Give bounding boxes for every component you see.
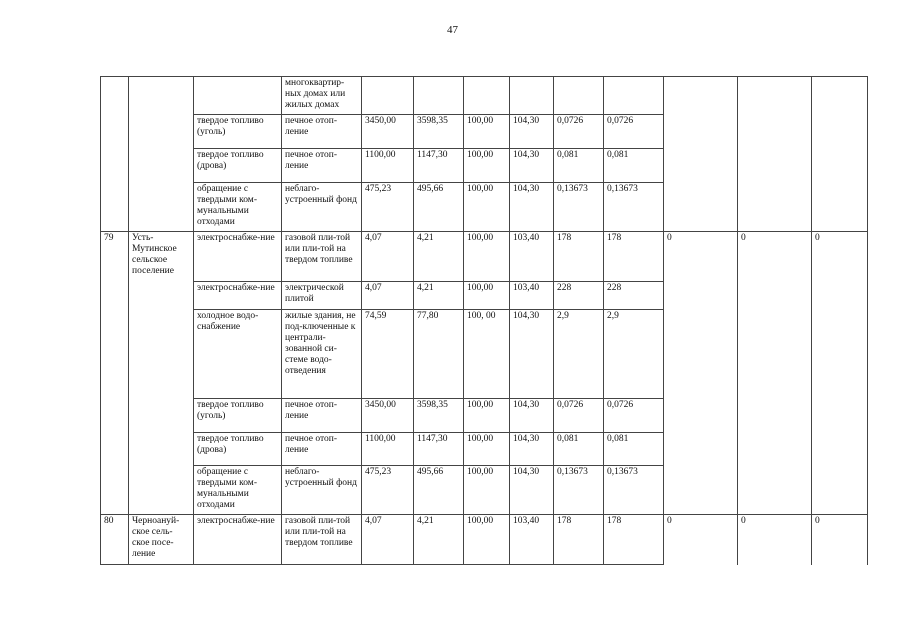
object-cell: жилые здания, не под-ключенные к централи-зованной си-стеме водо-отведения — [282, 310, 362, 399]
value-cell: 3450,00 — [362, 399, 414, 433]
value-cell: 100,00 — [464, 183, 510, 232]
object-cell: неблаго-устроенный фонд — [282, 466, 362, 515]
settlement-cell-continued — [129, 77, 194, 232]
value-cell: 1100,00 — [362, 433, 414, 466]
object-cell: электрической плитой — [282, 282, 362, 310]
value-cell: 2,9 — [554, 310, 604, 399]
value-cell: 1100,00 — [362, 149, 414, 183]
value-cell: 104,30 — [510, 399, 554, 433]
settlement-name: Черноануй-ское сель-ское посе-ление — [129, 515, 194, 565]
object-cell: печное отоп-ление — [282, 433, 362, 466]
value-cell: 1147,30 — [414, 149, 464, 183]
value-cell: 4,07 — [362, 515, 414, 565]
value-cell: 495,66 — [414, 183, 464, 232]
value-cell: 100,00 — [464, 433, 510, 466]
extra-cell — [664, 77, 738, 232]
value-cell: 2,9 — [604, 310, 664, 399]
table-row — [101, 515, 868, 565]
value-cell: 0,13673 — [554, 183, 604, 232]
value-cell: 0,081 — [604, 433, 664, 466]
value-cell: 1147,30 — [414, 433, 464, 466]
extra-value-cell: 0 — [664, 515, 738, 565]
row-number: 79 — [101, 232, 129, 515]
value-cell: 0,081 — [604, 149, 664, 183]
value-cell — [414, 77, 464, 115]
value-cell: 100, 00 — [464, 310, 510, 399]
value-cell — [554, 77, 604, 115]
value-cell: 4,21 — [414, 232, 464, 282]
service-cell: обращение с твердыми ком-мунальными отходами — [194, 466, 282, 515]
object-cell: газовой пли-той или пли-той на твердом топливе — [282, 515, 362, 565]
value-cell: 0,0726 — [604, 399, 664, 433]
value-cell: 495,66 — [414, 466, 464, 515]
object-cell: печное отоп-ление — [282, 115, 362, 149]
value-cell: 4,07 — [362, 282, 414, 310]
value-cell: 100,00 — [464, 515, 510, 565]
service-cell: электроснабже-ние — [194, 515, 282, 565]
value-cell: 100,00 — [464, 399, 510, 433]
value-cell: 178 — [554, 515, 604, 565]
value-cell: 104,30 — [510, 183, 554, 232]
service-cell: твердое топливо (уголь) — [194, 399, 282, 433]
service-cell: электроснабже-ние — [194, 282, 282, 310]
value-cell: 100,00 — [464, 232, 510, 282]
extra-value-cell: 0 — [738, 232, 812, 515]
service-cell: холодное водо-снабжение — [194, 310, 282, 399]
value-cell: 0,13673 — [554, 466, 604, 515]
value-cell: 4,21 — [414, 282, 464, 310]
object-cell: печное отоп-ление — [282, 149, 362, 183]
value-cell: 104,30 — [510, 149, 554, 183]
value-cell: 100,00 — [464, 466, 510, 515]
value-cell: 0,081 — [554, 433, 604, 466]
value-cell: 0,0726 — [554, 399, 604, 433]
value-cell — [464, 77, 510, 115]
value-cell: 74,59 — [362, 310, 414, 399]
service-cell — [194, 77, 282, 115]
extra-value-cell: 0 — [664, 232, 738, 515]
object-cell: газовой пли-той или пли-той на твердом топливе — [282, 232, 362, 282]
value-cell: 0,13673 — [604, 183, 664, 232]
value-cell: 104,30 — [510, 466, 554, 515]
service-cell: обращение с твердыми ком-мунальными отходами — [194, 183, 282, 232]
value-cell: 104,30 — [510, 310, 554, 399]
value-cell — [362, 77, 414, 115]
value-cell: 0,081 — [554, 149, 604, 183]
extra-value-cell: 0 — [812, 232, 868, 515]
value-cell: 228 — [604, 282, 664, 310]
value-cell: 77,80 — [414, 310, 464, 399]
value-cell — [604, 77, 664, 115]
object-cell: неблаго-устроенный фонд — [282, 183, 362, 232]
extra-cell — [738, 77, 812, 232]
value-cell: 3598,35 — [414, 115, 464, 149]
table-row — [101, 77, 868, 115]
value-cell: 103,40 — [510, 282, 554, 310]
num-cell-continued — [101, 77, 129, 232]
value-cell: 228 — [554, 282, 604, 310]
value-cell: 4,21 — [414, 515, 464, 565]
value-cell: 3450,00 — [362, 115, 414, 149]
object-cell: печное отоп-ление — [282, 399, 362, 433]
table-row — [101, 232, 868, 282]
value-cell — [510, 77, 554, 115]
value-cell: 0,0726 — [604, 115, 664, 149]
value-cell: 475,23 — [362, 183, 414, 232]
value-cell: 104,30 — [510, 115, 554, 149]
value-cell: 100,00 — [464, 282, 510, 310]
value-cell: 178 — [604, 515, 664, 565]
row-number: 80 — [101, 515, 129, 565]
service-cell: электроснабже-ние — [194, 232, 282, 282]
value-cell: 3598,35 — [414, 399, 464, 433]
service-cell: твердое топливо (уголь) — [194, 115, 282, 149]
settlement-name: Усть-Мутинское сельское поселение — [129, 232, 194, 515]
extra-value-cell: 0 — [812, 515, 868, 565]
extra-value-cell: 0 — [738, 515, 812, 565]
value-cell: 475,23 — [362, 466, 414, 515]
page-number: 47 — [447, 24, 458, 36]
value-cell: 100,00 — [464, 115, 510, 149]
value-cell: 0,0726 — [554, 115, 604, 149]
value-cell: 178 — [604, 232, 664, 282]
service-cell: твердое топливо (дрова) — [194, 149, 282, 183]
value-cell: 100,00 — [464, 149, 510, 183]
extra-cell — [812, 77, 868, 232]
value-cell: 103,40 — [510, 232, 554, 282]
value-cell: 0,13673 — [604, 466, 664, 515]
value-cell: 178 — [554, 232, 604, 282]
service-cell: твердое топливо (дрова) — [194, 433, 282, 466]
tariff-table — [100, 76, 868, 565]
object-cell: многоквартир-ных домах или жилых домах — [282, 77, 362, 115]
value-cell: 4,07 — [362, 232, 414, 282]
value-cell: 104,30 — [510, 433, 554, 466]
value-cell: 103,40 — [510, 515, 554, 565]
